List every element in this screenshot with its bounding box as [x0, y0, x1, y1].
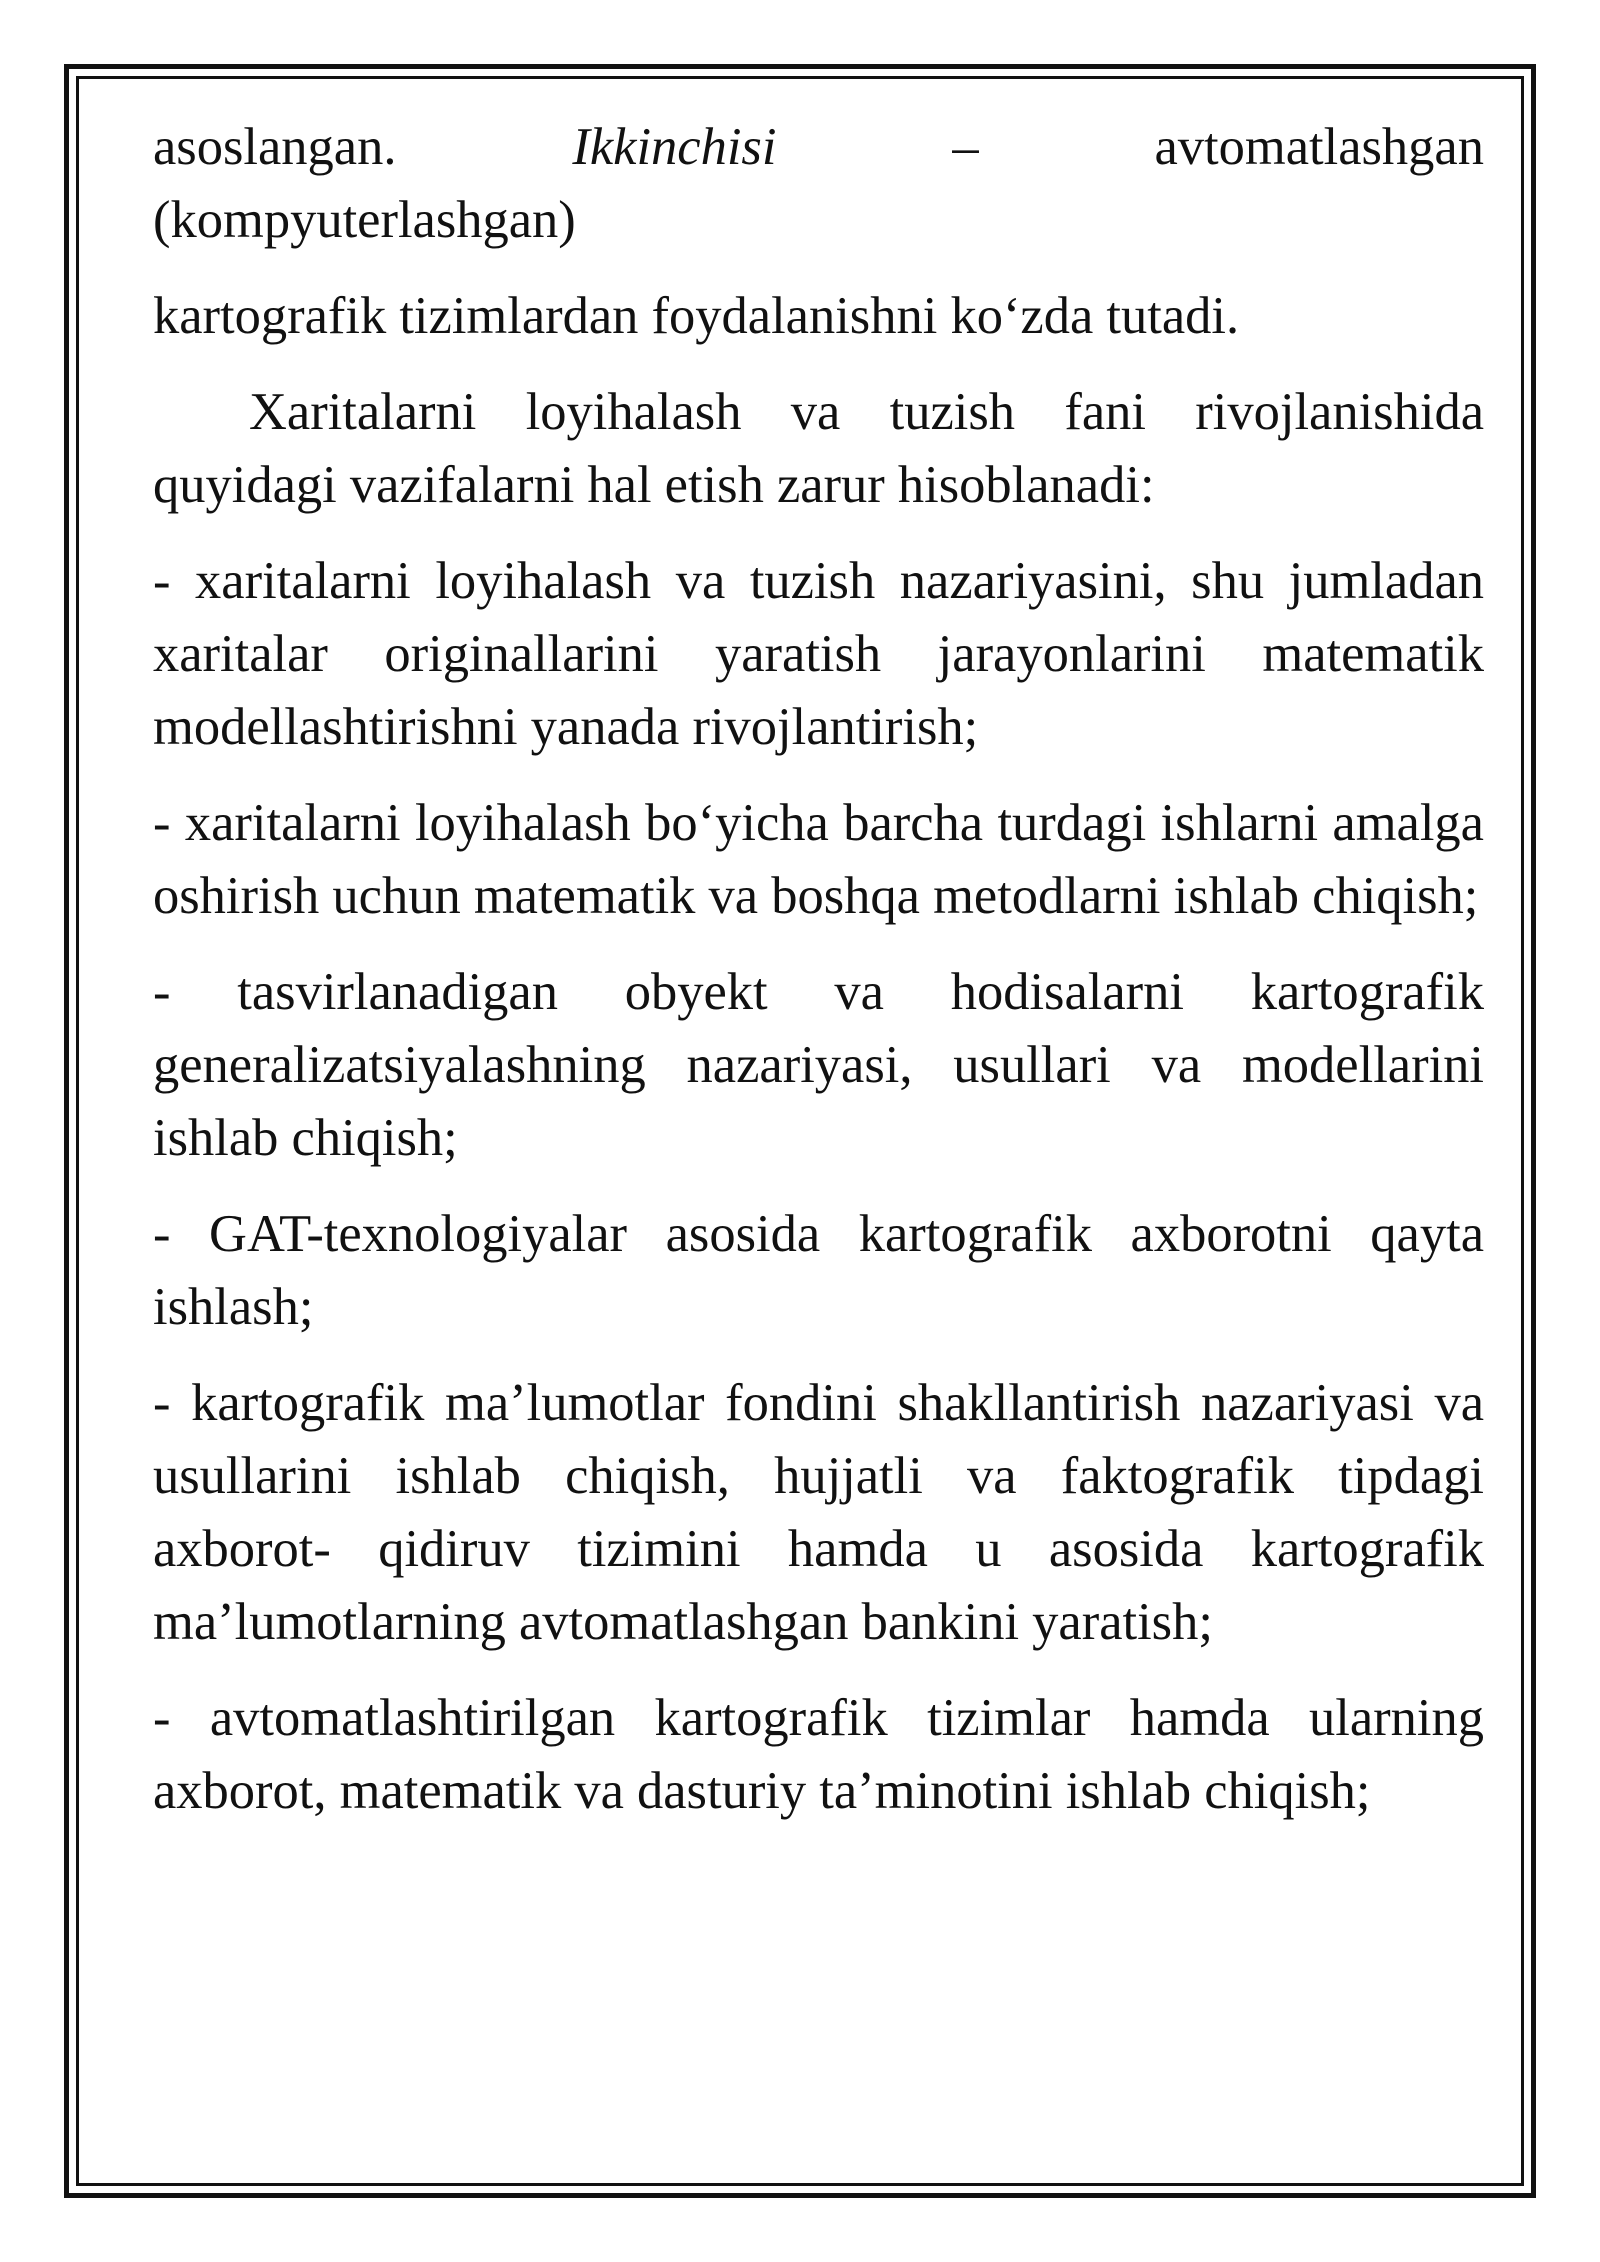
document-body: [153, 111, 1484, 1851]
opening-paragraph: [153, 111, 1484, 257]
italic-term: Ikkinchisi: [572, 118, 777, 176]
list-item: - xaritalarni loyihalash boʻyicha barcha turdagi ishlarni amalga oshirish uchun matematik va boshqa metodlarni ishlab chiqish;: [153, 794, 1484, 925]
list-item: - xaritalarni loyihalash va tuzish nazariyasini, shu jumladan xaritalar originallarini yaratish jarayonlarini matematik modellashtirishni yanada rivojlantirish;: [153, 552, 1484, 756]
dash: –: [952, 118, 979, 176]
opening-line: [153, 111, 1484, 184]
list-item: - avtomatlashtirilgan kartografik tizimlar hamda ularning axborot, matematik va dasturiy taʼminotini ishlab chiqish;: [153, 1689, 1484, 1820]
list-item: - kartografik maʼlumotlar fondini shakllantirish nazariyasi va usullarini ishlab chiqish, hujjatli va faktografik tipdagi axborot- qidiruv tizimini hamda u asosida kartografik maʼlumotlarning avtomatlashgan bankini yaratish;: [153, 1374, 1484, 1651]
list-item: - GAT-texnologiyalar asosida kartografik axborotni qayta ishlash;: [153, 1205, 1484, 1336]
paragraph-kartografik: kartografik tizimlardan foydalanishni koʻzda tutadi.: [153, 287, 1240, 345]
list-item: - tasvirlanadigan obyekt va hodisalarni kartografik generalizatsiyalashning nazariyasi, usullari va modellarini ishlab chiqish;: [153, 963, 1484, 1167]
term-word: avtomatlashgan: [1154, 118, 1484, 176]
parenthetical-line: (kompyuterlashgan): [153, 191, 576, 249]
paragraph-intro: Xaritalarni loyihalash va tuzish fani rivojlanishida quyidagi vazifalarni hal etish zarur hisoblanadi:: [153, 383, 1484, 514]
opening-word: asoslangan.: [153, 118, 397, 176]
